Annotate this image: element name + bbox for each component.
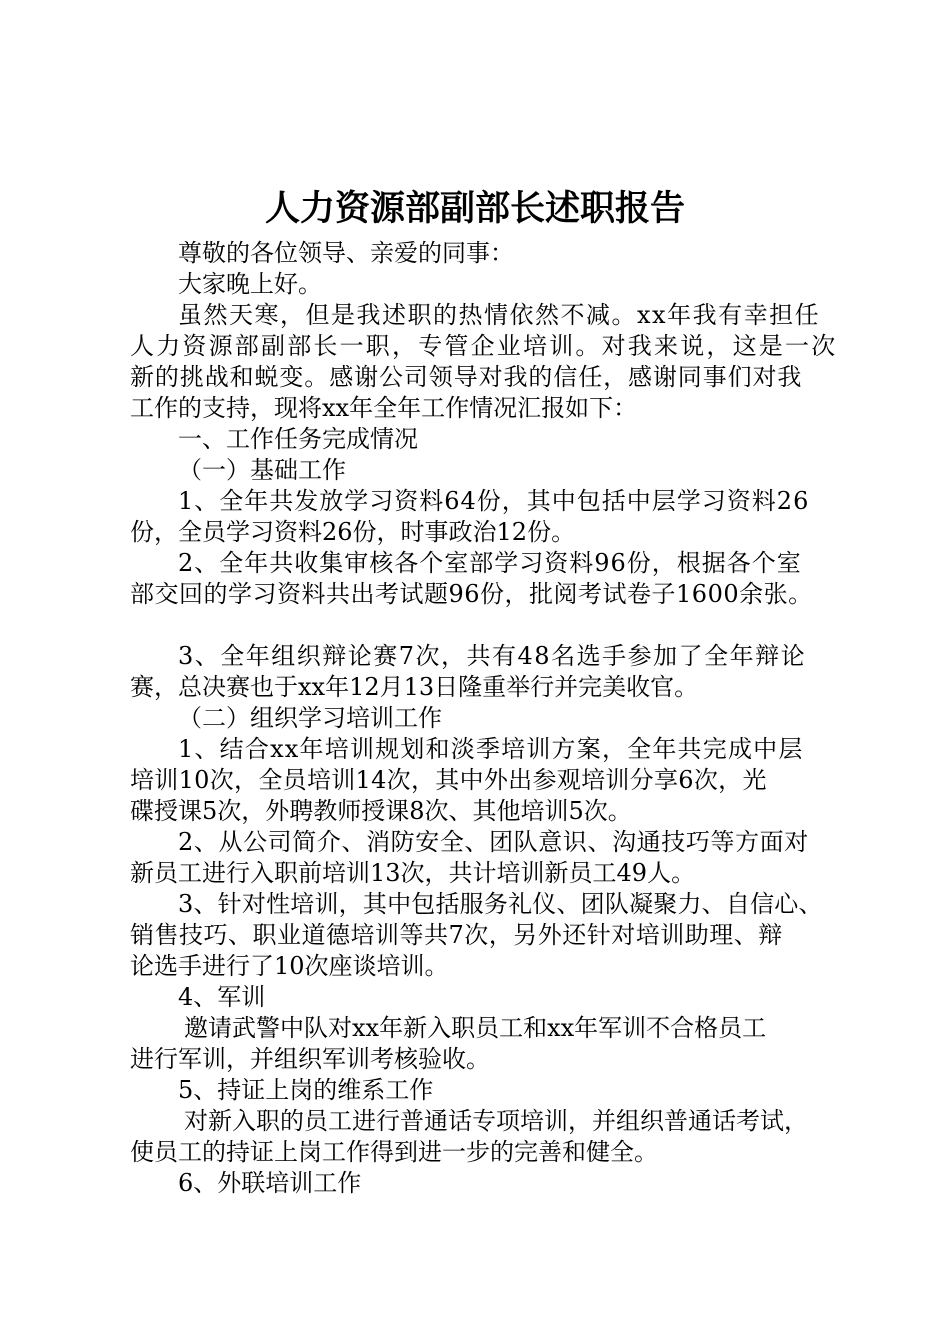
- text-line: 论选手进行了10次座谈培训。: [130, 952, 449, 980]
- subsection-heading: 5、持证上岗的维系工作: [178, 1076, 434, 1104]
- text-line: 1、结合xx年培训规划和淡季培训方案，全年共完成中层: [178, 735, 804, 763]
- text-line: 对新入职的员工进行普通话专项培训，并组织普通话考试，: [184, 1107, 808, 1135]
- section-heading: 一、工作任务完成情况: [178, 425, 418, 453]
- text-line: 邀请武警中队对xx年新入职员工和xx年军训不合格员工: [184, 1014, 767, 1042]
- text-line: 尊敬的各位领导、亲爱的同事：: [178, 239, 514, 267]
- text-line: 新的挑战和蜕变。感谢公司领导对我的信任，感谢同事们对我: [130, 363, 803, 391]
- text-line: 部交回的学习资料共出考试题96份，批阅考试卷子1600余张。: [130, 580, 813, 608]
- text-line: 使员工的持证上岗工作得到进一步的完善和健全。: [130, 1138, 658, 1166]
- text-line: 培训10次，全员培训14次，其中外出参观培训分享6次，光: [130, 766, 767, 794]
- text-line: 销售技巧、职业道德培训等共7次，另外还针对培训助理、辩: [130, 921, 783, 949]
- text-line: 1、全年共发放学习资料64份，其中包括中层学习资料26: [178, 487, 810, 515]
- text-line: 赛，总决赛也于xx年12月13日隆重举行并完美收官。: [130, 673, 699, 701]
- text-line: 新员工进行入职前培训13次，共计培训新员工49人。: [130, 859, 696, 887]
- text-line: 工作的支持，现将xx年全年工作情况汇报如下：: [130, 394, 638, 422]
- text-line: 3、针对性培训，其中包括服务礼仪、团队凝聚力、自信心、: [178, 890, 823, 918]
- subsection-heading: （二）组织学习培训工作: [178, 704, 442, 732]
- subsection-heading: （一）基础工作: [178, 456, 346, 484]
- text-line: 2、全年共收集审核各个室部学习资料96份，根据各个室: [178, 549, 802, 577]
- text-line: 虽然天寒，但是我述职的热情依然不减。xx年我有幸担任: [178, 301, 821, 329]
- text-line: 进行军训，并组织军训考核验收。: [130, 1045, 490, 1073]
- text-line: 份，全员学习资料26份，时事政治12份。: [130, 518, 576, 546]
- text-line: 大家晚上好。: [178, 270, 322, 298]
- subsection-heading: 6、外联培训工作: [178, 1169, 362, 1197]
- text-line: 2、从公司简介、消防安全、团队意识、沟通技巧等方面对: [178, 828, 809, 856]
- subsection-heading: 4、军训: [178, 983, 266, 1011]
- text-line: 3、全年组织辩论赛7次，共有48名选手参加了全年辩论: [178, 642, 807, 670]
- document-title: 人力资源部副部长述职报告: [264, 188, 685, 229]
- text-line: 碟授课5次，外聘教师授课8次、其他培训5次。: [130, 797, 632, 825]
- text-line: 人力资源部副部长一职，专管企业培训。对我来说，这是一次: [130, 332, 838, 360]
